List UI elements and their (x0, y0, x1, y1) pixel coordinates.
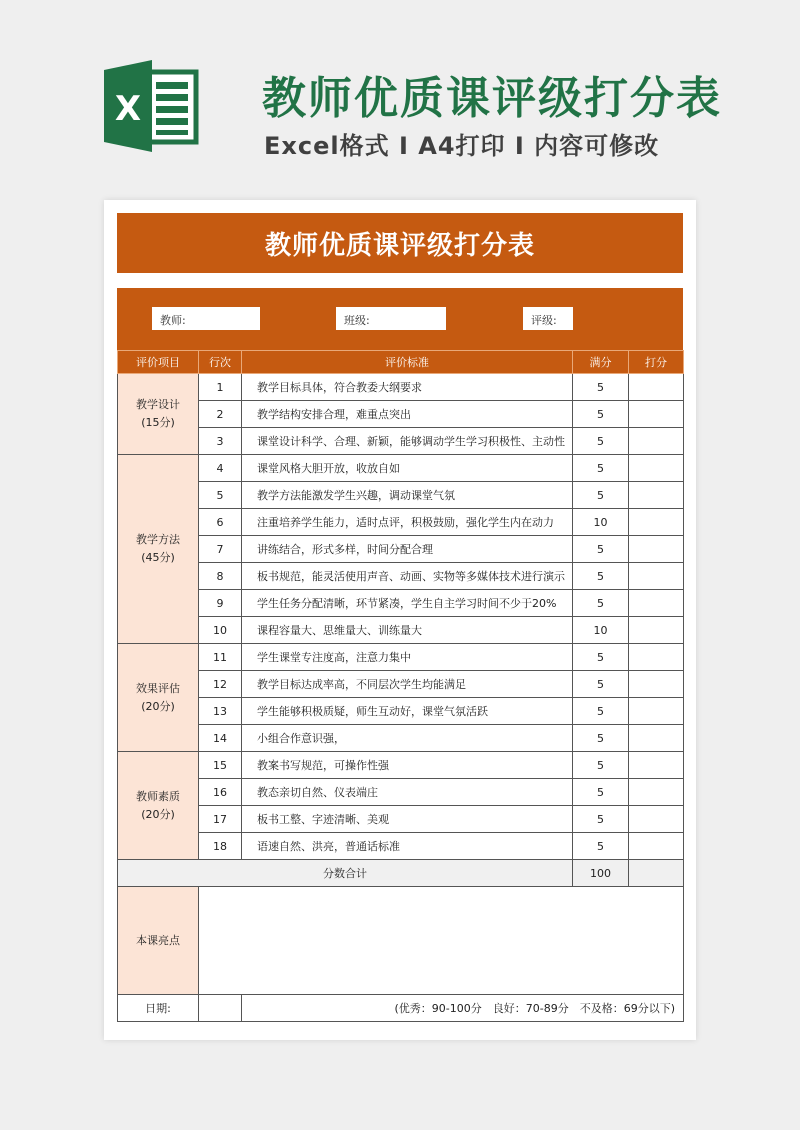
teacher-field[interactable]: 教师: (152, 307, 260, 330)
max-score: 5 (573, 752, 629, 779)
row-number: 17 (199, 806, 242, 833)
max-score: 5 (573, 779, 629, 806)
max-score: 5 (573, 482, 629, 509)
table-row (118, 590, 684, 617)
table-row (118, 428, 684, 455)
date-input[interactable] (199, 995, 242, 1022)
max-score: 5 (573, 563, 629, 590)
row-number: 9 (199, 590, 242, 617)
row-number: 10 (199, 617, 242, 644)
criterion: 小组合作意识强， (242, 725, 573, 752)
row-number: 16 (199, 779, 242, 806)
criterion: 教案书写规范，可操作性强 (242, 752, 573, 779)
score-cell[interactable] (629, 374, 684, 401)
max-score: 5 (573, 671, 629, 698)
table-row (118, 779, 684, 806)
highlight-input[interactable] (199, 887, 684, 995)
excel-logo-icon (104, 58, 200, 154)
banner-subtitle: Excel格式 I A4打印 I 内容可修改 (264, 132, 660, 160)
row-number: 3 (199, 428, 242, 455)
row-number: 5 (199, 482, 242, 509)
total-row (118, 860, 684, 887)
max-score: 5 (573, 536, 629, 563)
category-cell (118, 644, 199, 752)
row-number: 18 (199, 833, 242, 860)
row-number: 13 (199, 698, 242, 725)
category-cell (118, 752, 199, 860)
category-name: 教学设计 (136, 398, 180, 411)
info-bar (117, 288, 683, 350)
max-score: 5 (573, 455, 629, 482)
banner-title: 教师优质课评级打分表 (262, 73, 722, 124)
max-score: 5 (573, 698, 629, 725)
row-number: 15 (199, 752, 242, 779)
row-number: 6 (199, 509, 242, 536)
category-points: (20分) (141, 699, 175, 713)
category-name: 效果评估 (136, 681, 180, 695)
criterion: 板书规范，能灵活使用声音、动画、实物等多媒体技术进行演示 (242, 563, 573, 590)
max-score: 5 (573, 806, 629, 833)
total-value: 100 (573, 860, 629, 887)
score-cell[interactable] (629, 752, 684, 779)
category-cell (118, 455, 199, 644)
row-number: 12 (199, 671, 242, 698)
row-number: 4 (199, 455, 242, 482)
score-cell[interactable] (629, 536, 684, 563)
criterion: 讲练结合，形式多样，时间分配合理 (242, 536, 573, 563)
total-score-cell[interactable] (629, 860, 684, 887)
sheet (104, 200, 696, 1040)
score-cell[interactable] (629, 644, 684, 671)
date-label: 日期: (118, 995, 199, 1022)
score-cell[interactable] (629, 725, 684, 752)
category-name: 教师素质 (136, 789, 180, 803)
table-row (118, 698, 684, 725)
column-header: 评价项目 (118, 351, 199, 374)
category-points: (45分) (141, 551, 175, 564)
max-score: 5 (573, 374, 629, 401)
row-number: 1 (199, 374, 242, 401)
criterion: 教学方法能激发学生兴趣，调动课堂气氛 (242, 482, 573, 509)
criterion: 学生能够积极质疑，师生互动好，课堂气氛活跃 (242, 698, 573, 725)
row-number: 7 (199, 536, 242, 563)
table-row (118, 374, 684, 401)
category-points: (15分) (141, 416, 175, 429)
rating-field[interactable]: 评级: (523, 307, 573, 330)
score-cell[interactable] (629, 617, 684, 644)
row-number: 11 (199, 644, 242, 671)
score-cell[interactable] (629, 509, 684, 536)
class-field[interactable]: 班级: (336, 307, 446, 330)
table-row (118, 671, 684, 698)
table-row (118, 617, 684, 644)
table-row (118, 833, 684, 860)
criterion: 注重培养学生能力，适时点评，积极鼓励，强化学生内在动力 (242, 509, 573, 536)
criterion: 课堂设计科学、合理、新颖，能够调动学生学习积极性、主动性 (242, 428, 573, 455)
table-row (118, 482, 684, 509)
table-row (118, 536, 684, 563)
category-cell (118, 374, 199, 455)
max-score: 5 (573, 428, 629, 455)
score-cell[interactable] (629, 779, 684, 806)
max-score: 5 (573, 833, 629, 860)
criterion: 教学目标具体，符合教委大纲要求 (242, 374, 573, 401)
max-score: 5 (573, 590, 629, 617)
max-score: 5 (573, 725, 629, 752)
table-row (118, 455, 684, 482)
score-cell[interactable] (629, 590, 684, 617)
max-score: 5 (573, 644, 629, 671)
score-cell[interactable] (629, 698, 684, 725)
table-row (118, 401, 684, 428)
table-row (118, 806, 684, 833)
table-row (118, 509, 684, 536)
score-cell[interactable] (629, 671, 684, 698)
table-row (118, 725, 684, 752)
score-cell[interactable] (629, 833, 684, 860)
score-cell[interactable] (629, 401, 684, 428)
score-cell[interactable] (629, 428, 684, 455)
total-label: 分数合计 (118, 860, 573, 887)
table-row (118, 563, 684, 590)
score-table (117, 350, 684, 1022)
svg-text:X: X (114, 89, 142, 129)
criterion: 课堂风格大胆开放，收放自如 (242, 455, 573, 482)
max-score: 10 (573, 509, 629, 536)
sheet-title: 教师优质课评级打分表 (117, 213, 683, 273)
criterion: 语速自然、洪亮，普通话标准 (242, 833, 573, 860)
criterion: 板书工整、字迹清晰、美观 (242, 806, 573, 833)
criterion: 学生课堂专注度高，注意力集中 (242, 644, 573, 671)
row-number: 2 (199, 401, 242, 428)
date-row (118, 995, 684, 1022)
criterion: 教态亲切自然、仪表端庄 (242, 779, 573, 806)
column-header: 行次 (199, 351, 242, 374)
table-row (118, 752, 684, 779)
criterion: 教学结构安排合理，难重点突出 (242, 401, 573, 428)
score-cell[interactable] (629, 482, 684, 509)
column-header: 评价标准 (242, 351, 573, 374)
criterion: 教学目标达成率高，不同层次学生均能满足 (242, 671, 573, 698)
column-header: 满分 (573, 351, 629, 374)
row-number: 14 (199, 725, 242, 752)
highlight-label: 本课亮点 (118, 887, 199, 995)
category-points: (20分) (141, 807, 175, 821)
row-number: 8 (199, 563, 242, 590)
score-cell[interactable] (629, 455, 684, 482)
max-score: 10 (573, 617, 629, 644)
criterion: 学生任务分配清晰，环节紧凑，学生自主学习时间不少于20% (242, 590, 573, 617)
table-row (118, 644, 684, 671)
grading-scale: (优秀：90-100分 良好：70-89分 不及格：69分以下) (242, 995, 684, 1022)
score-cell[interactable] (629, 806, 684, 833)
criterion: 课程容量大、思维量大、训练量大 (242, 617, 573, 644)
max-score: 5 (573, 401, 629, 428)
category-name: 教学方法 (136, 533, 180, 546)
highlight-row (118, 887, 684, 995)
score-cell[interactable] (629, 563, 684, 590)
column-header: 打分 (629, 351, 684, 374)
